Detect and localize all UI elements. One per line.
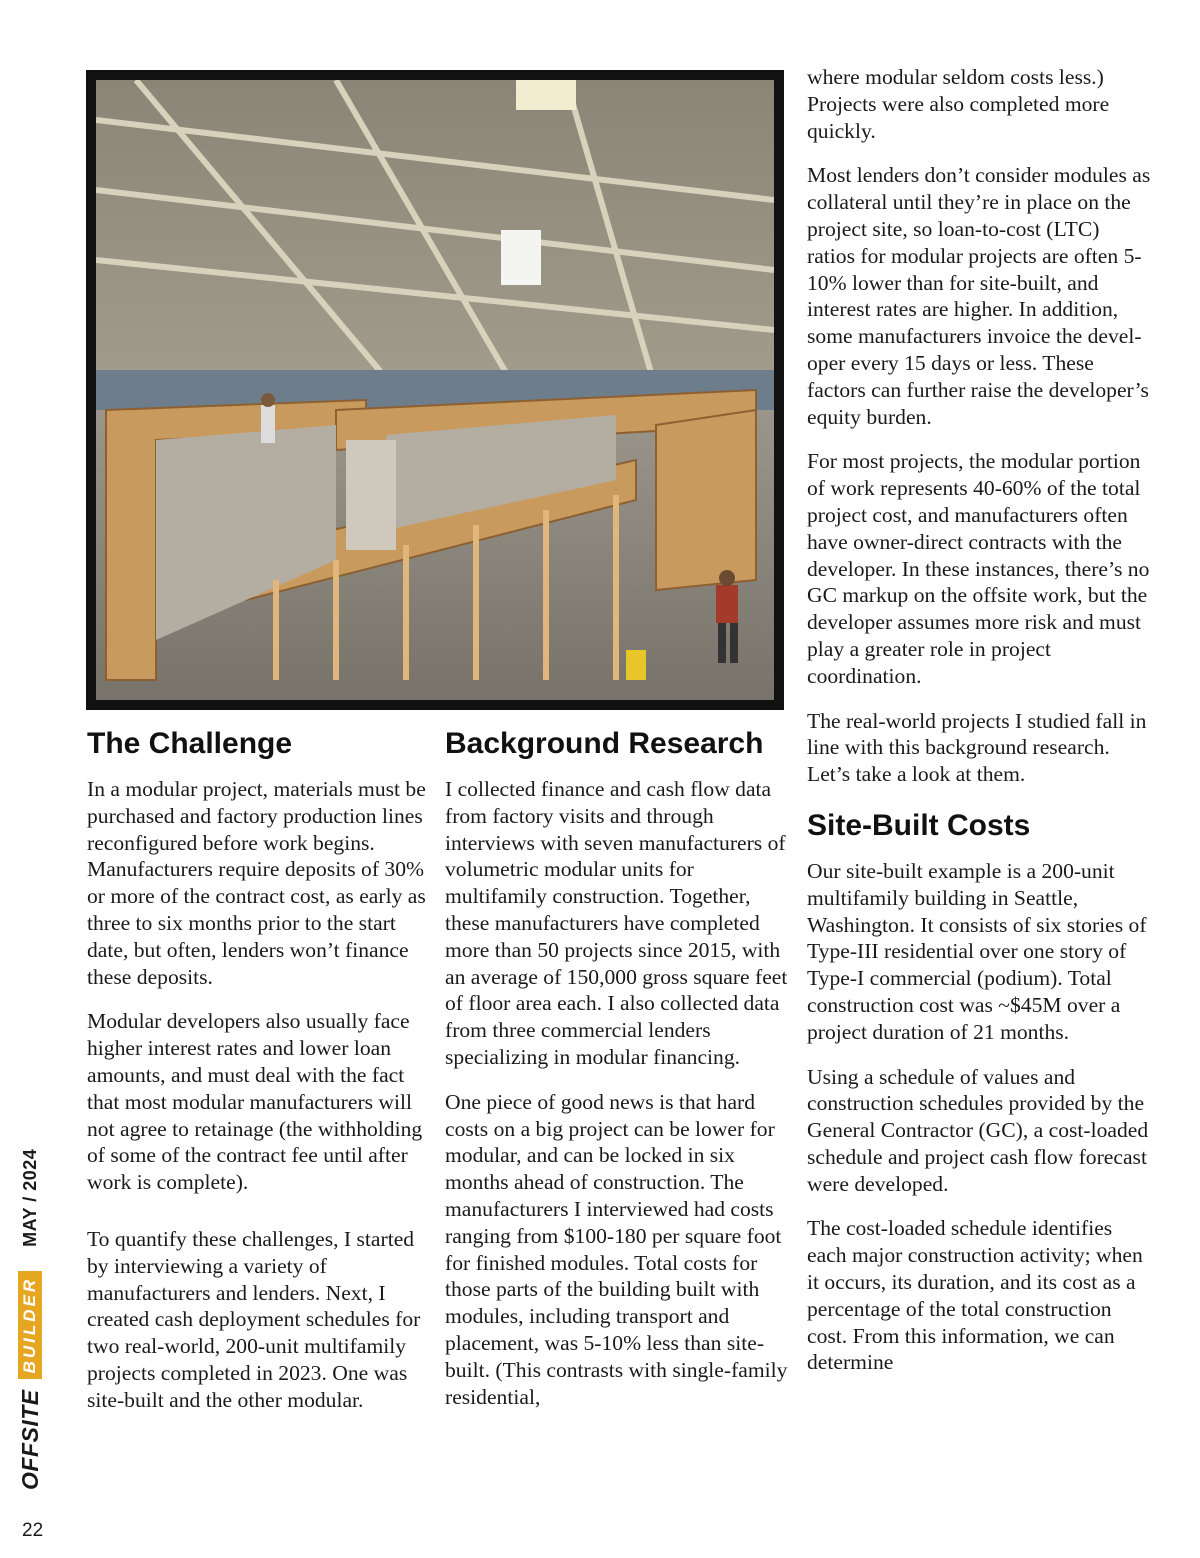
magazine-spine	[14, 1148, 46, 1500]
factory-modular-construction-photo	[96, 80, 774, 700]
page-number: 22	[22, 1520, 44, 1541]
heading-the-challenge: The Challenge	[87, 727, 293, 760]
paragraph: One piece of good news is that hard costs on a big project can be lower for modular, and can be locked in six months ahead of construction. The manufacturers I interviewed had costs ranging from $100-180 per square foot for finished modules. Total costs for those parts of the building built with modules, including transport and placement, was 5-10% less than site-built. (This contrasts with single-family residential,	[445, 1089, 788, 1409]
paragraph: The cost-loaded schedule identifies each major construction activity; when it occurs, its duration, and its cost as a percentage of the total construction cost. From this information, we can determine	[807, 1216, 1143, 1375]
paragraph: For most projects, the modular portion of work represents 40-60% of the total project cost, and manufacturers often have owner-direct contracts with the developer. In these instances, there’s no GC markup on the offsite work, but the developer assumes more risk and must play a greater role in project coordination.	[807, 449, 1150, 688]
brand-builder: BUILDER	[18, 1271, 42, 1380]
issue-date: MAY / 2024	[19, 1148, 40, 1247]
paragraph: The real-world projects I studied fall in line with this background research. Let’s take a look at them.	[807, 708, 1147, 787]
heading-background-research: Background Research	[445, 727, 764, 760]
brand-offsite: OFFSITE	[16, 1389, 43, 1490]
column-challenge	[87, 724, 432, 1432]
paragraph: To quantify these challenges, I started by interviewing a variety of manufacturers and lenders. Next, I created cash deployment schedules for two real-world, 200-unit multifamily projects completed in 2023. One was site-built and the other modular.	[87, 1226, 421, 1412]
paragraph: Modular developers also usually face higher interest rates and lower loan amounts, and must deal with the fact that most modular manufacturers will not agree to retainage (the withholding of some of the contract fee until after work is complete).	[87, 1009, 423, 1195]
paragraph: Most lenders don’t consider modules as collateral until they’re in place on the project site, so loan-to-cost (LTC) ratios for modular projects are often 5-10% lower than for site-built, and interest rates are higher. In addition, some manufacturers invoice the developer every 15 days or less. These factors can further raise the developer’s equity burden.	[807, 163, 1151, 429]
factory-photo	[86, 70, 784, 710]
paragraph: In a modular project, materials must be purchased and factory production lines reconfigured before work begins. Manufacturers require deposits of 30% or more of the contract cost, as early as three to six months prior to the start date, but often, lenders won’t finance these deposits.	[87, 777, 426, 989]
paragraph: Our site-built example is a 200-unit multifamily building in Seattle, Washington. It consists of six stories of Type-III residential over one story of Type-I commercial (podium). Total construction cost was ~$45M over a project duration of 21 months.	[807, 858, 1147, 1044]
paragraph: I collected finance and cash flow data from factory visits and through interviews with seven manufacturers of volumetric modular units for multifamily construction. Together, these manufacturers have completed more than 50 projects since 2015, with an average of 150,000 gross square feet of floor area each. I also collected data from three commercial lenders specializing in modular financing.	[445, 777, 788, 1069]
heading-site-built-costs: Site-Built Costs	[807, 808, 1031, 842]
paragraph: Using a schedule of values and construction schedules provided by the General Contractor (GC), a cost-loaded schedule and project cash flow forecast were developed.	[807, 1064, 1149, 1196]
paragraph: where modular seldom costs less.) Projects were also completed more quickly.	[807, 65, 1110, 143]
column-research	[445, 724, 793, 1428]
column-right	[807, 64, 1152, 1394]
